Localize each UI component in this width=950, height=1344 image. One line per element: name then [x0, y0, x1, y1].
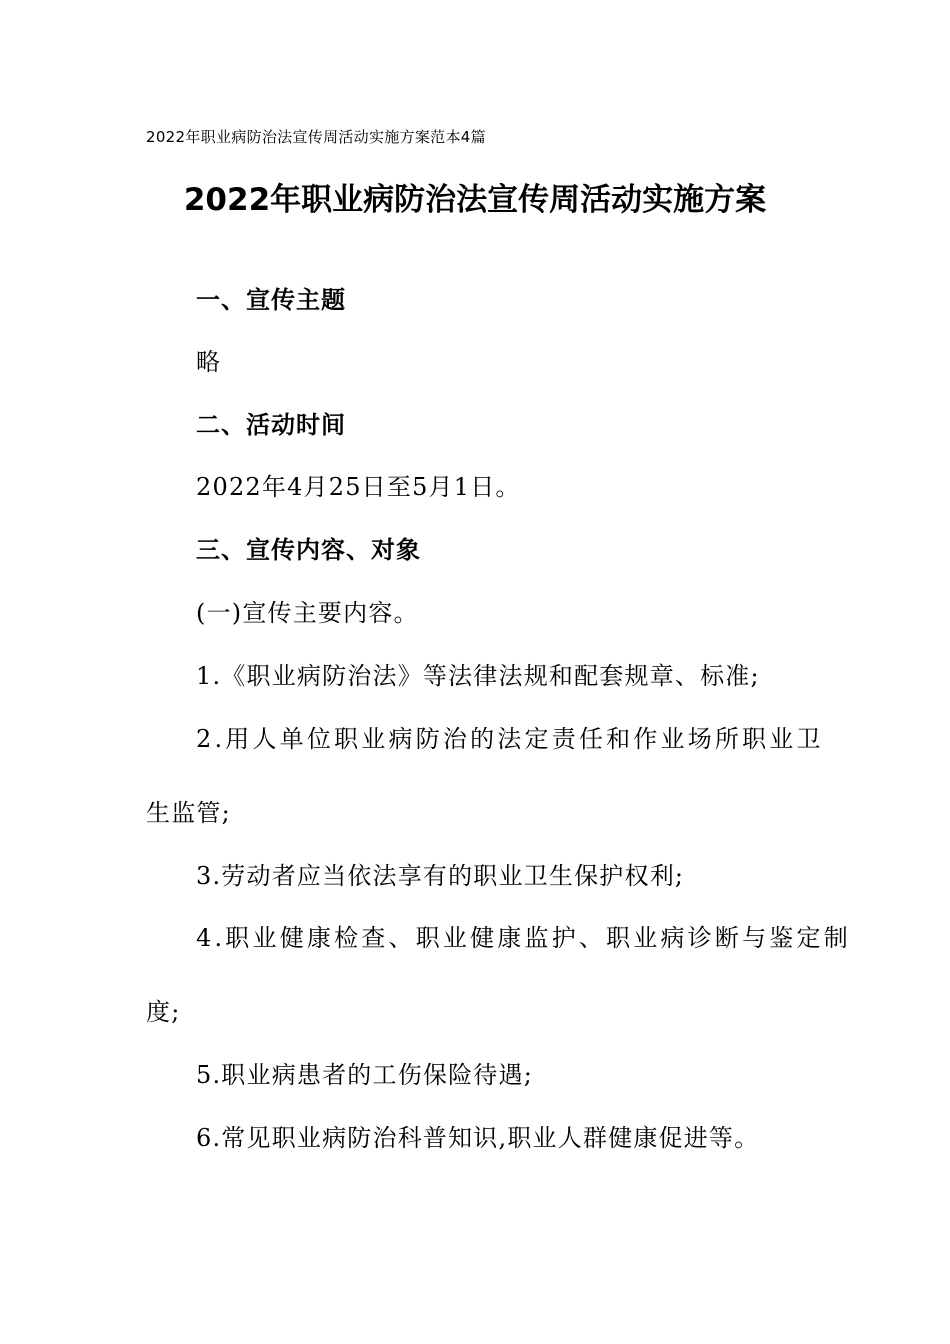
section-heading-theme: 一、宣传主题 [196, 286, 346, 314]
list-item: 2.用人单位职业病防治的法定责任和作业场所职业卫 [196, 725, 824, 753]
section-heading-time: 二、活动时间 [196, 411, 346, 439]
list-item: 1.《职业病防治法》等法律法规和配套规章、标准; [196, 662, 760, 690]
section-body-time: 2022年4月25日至5月1日。 [196, 473, 521, 501]
list-item: 5.职业病患者的工伤保险待遇; [196, 1061, 533, 1089]
document-title: 2022年职业病防治法宣传周活动实施方案 [183, 182, 767, 218]
list-item-continuation: 度; [146, 998, 181, 1026]
list-item: 3.劳动者应当依法享有的职业卫生保护权利; [196, 862, 685, 890]
section-heading-content: 三、宣传内容、对象 [196, 536, 421, 564]
section-body-theme: 略 [196, 348, 222, 376]
running-header: 2022年职业病防治法宣传周活动实施方案范本4篇 [146, 128, 486, 146]
list-item-continuation: 生监管; [146, 799, 231, 827]
subheading-main-content: (一)宣传主要内容。 [196, 599, 419, 627]
list-item: 4.职业健康检查、职业健康监护、职业病诊断与鉴定制 [196, 924, 851, 952]
list-item: 6.常见职业病防治科普知识,职业人群健康促进等。 [196, 1124, 760, 1152]
